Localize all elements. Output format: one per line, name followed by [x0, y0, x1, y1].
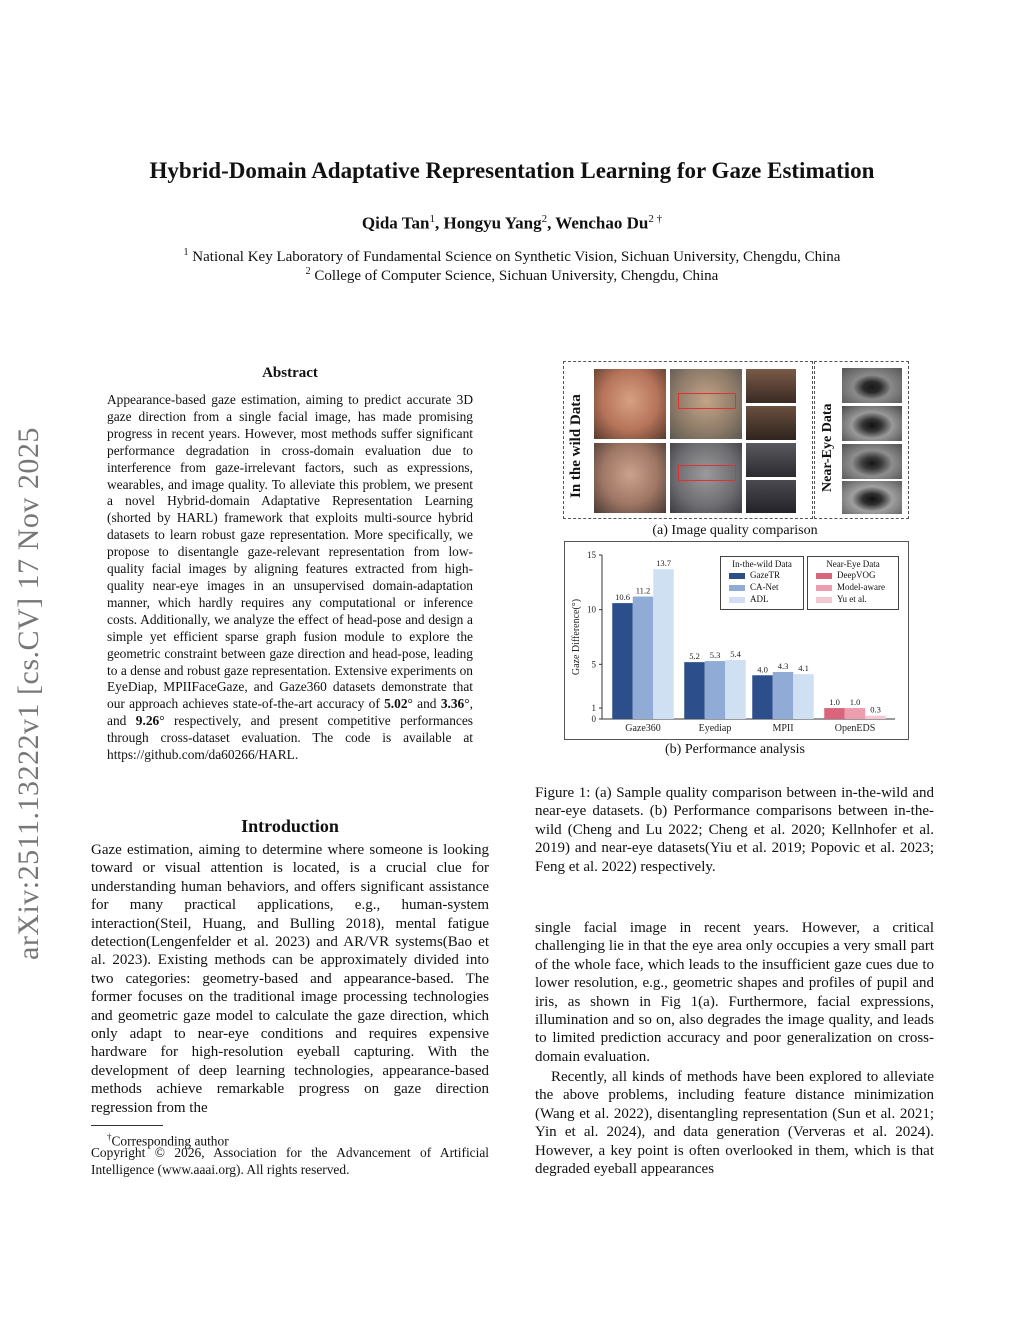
legend-title: In-the-wild Data	[732, 559, 792, 569]
footnote-rule	[91, 1125, 163, 1126]
introduction-heading: Introduction	[241, 816, 339, 836]
legend-item	[808, 569, 898, 581]
accuracy-eyediap: 5.02	[384, 696, 408, 712]
y-tick-label: 0	[591, 714, 596, 724]
bar-value-label: 5.3	[709, 650, 721, 661]
intro-paragraph-1: Gaze estimation, aiming to determine where someone is looking toward or visual attention is located, is a crucial clue for understanding human behaviors, and offers significant assistance for many practical applications, e.g., human-system interaction(Steil, Huang, and Bulling 2018), mental fatigue detection(Lengenfelder et al. 2023) and AR/VR systems(Bao et al. 2023). Existing methods can be approximately divided into two categories: geometry-based and appearance-based. The former focuses on the traditional image processing technologies and geometric gaze model to calculate the gaze direction, which only adapt to near-eye conditions and requires expensive hardware for high-resolution eyeball capturing. With the development of deep learning technologies, appearance-based methods achieve remarkable progress on gaze direction regression from the	[91, 842, 489, 1116]
legend-label: CA-Net	[750, 582, 779, 592]
legend-label: DeepVOG	[837, 570, 876, 580]
bar-openeds-deepvog	[824, 708, 845, 719]
abstract-text: Appearance-based gaze estimation, aiming to predict accurate 3D gaze direction from a single facial image, has made promising progress in recent years. However, most methods suffer significant performance degradation in cross-domain evaluation due to interference from gaze-irrelevant factors, such as expressions, wearables, and image quality. To alleviate this problem, we present a novel Hybrid-domain Adaptative Representation Learning (shorted by HARL) framework that exploits multi-source hybrid datasets to learn robust gaze representation. More specifically, we propose to disentangle gaze-relevant representation from low-quality facial images by aligning features extracted from high-quality near-eye images in an unsupervised domain-adaptation manner, which hardly requires any computational or inference costs. Additionally, we analyze the effect of head-pose and design a simple yet efficient sparse graph fusion module to explore the geometric constraint between gaze direction and head-pose, leading to a dense and robust gaze representation. Extensive experiments on EyeDiap, MPIIFaceGaze, and Gaze360 datasets demonstrate that our approach achieves state-of-the-art accuracy of	[107, 392, 473, 712]
bar-gaze360-gazetr	[612, 603, 633, 719]
legend-swatch	[729, 573, 745, 579]
legend-item	[721, 593, 803, 605]
author-name: Qida Tan	[361, 213, 430, 233]
bar-openeds-yu-et-al-	[865, 716, 886, 719]
bar-openeds-model-aware	[845, 708, 866, 719]
accuracy-gaze360: 9.26	[135, 713, 160, 729]
figure-caption: Figure 1: (a) Sample quality comparison between in-the-wild and near-eye datasets. (b) Performance comparisons between in-the-wild (Cheng and Lu 2022; Cheng et al. 2020; Kellnhofer et al. 2019) and near-eye datasets(Yiu et al. 2019; Popovic et al. 2023; Feng et al. 2022) respectively.	[535, 785, 934, 875]
face-image-2	[594, 443, 666, 513]
bar-value-label: 5.4	[730, 648, 741, 659]
bar-eyediap-gazetr	[684, 662, 705, 719]
bar-value-label: 13.7	[656, 558, 671, 569]
degree-sign: °	[407, 696, 413, 712]
bar-value-label: 4.0	[757, 664, 768, 675]
accuracy-mpii: 3.36	[440, 696, 465, 712]
affil-text: College of Computer Science, Sichuan University, Chengdu, China	[314, 268, 719, 284]
bar-mpii-ca-net	[773, 672, 794, 719]
author-name: Hongyu Yang	[443, 213, 542, 233]
near-eye-image-2	[842, 406, 902, 441]
degree-sign: °	[159, 713, 165, 729]
legend-label: GazeTR	[750, 570, 780, 580]
bar-gaze360-adl	[653, 569, 674, 719]
bar-value-label: 10.6	[615, 592, 630, 603]
legend-label: ADL	[750, 594, 769, 604]
legend-item	[721, 581, 803, 593]
bar-value-label: 0.3	[870, 704, 881, 715]
author-name: Wenchao Du	[555, 213, 649, 233]
near-eye-image-1	[842, 368, 902, 403]
copyright-notice: Copyright © 2026, Association for the Advancement of Artificial Intelligence (www.aaai.org). All rights reserved.	[91, 1145, 489, 1177]
face-image-4	[670, 443, 742, 513]
bar-value-label: 11.2	[635, 585, 651, 596]
bar-eyediap-adl	[725, 660, 746, 719]
y-tick-label: 15	[587, 550, 596, 560]
near-eye-label: Near-Eye Data	[820, 403, 835, 492]
x-tick-label: MPII	[772, 723, 794, 734]
eye-region-box	[678, 393, 736, 409]
x-tick-label: Eyediap	[698, 723, 732, 734]
affil-text: National Key Laboratory of Fundamental Science on Synthetic Vision, Sichuan University, Chengdu, China	[192, 249, 841, 265]
caption-b: (b) Performance analysis	[665, 742, 805, 757]
bar-eyediap-ca-net	[705, 661, 726, 719]
abstract-body	[107, 392, 473, 764]
near-eye-image-3	[842, 444, 902, 479]
legend-in-the-wild	[720, 556, 804, 610]
legend-label: Yu et al.	[837, 594, 867, 604]
intro-paragraph-3: Recently, all kinds of methods have been explored to alleviate the above problems, including feature distance minimization (Wang et al. 2022), disentangling representation (Sun et al. 2021; Yin et al. 2024), and data generation (Ververas et al. 2024). However, a key point is often overlooked in them, which is that degraded eyeball appearances	[535, 1069, 934, 1178]
bar-mpii-gazetr	[752, 675, 773, 719]
x-tick-label: Gaze360	[625, 723, 661, 734]
legend-item	[721, 569, 803, 581]
footnote-sup: †	[107, 1132, 112, 1142]
footnote-text: Corresponding author	[111, 1133, 229, 1149]
paper-title: Hybrid-Domain Adaptative Representation Learning for Gaze Estimation	[149, 158, 875, 183]
bar-mpii-adl	[793, 674, 814, 719]
legend-swatch	[729, 597, 745, 603]
x-tick-label: OpenEDS	[834, 723, 876, 734]
eye-crop-2	[746, 406, 796, 440]
abstract-text: , and	[107, 696, 473, 729]
author-list: Qida Tan$^1$, Hongyu Yang$^2$, Wenchao $Du^{2 \dagger}$	[361, 213, 663, 233]
bar-value-label: 1.0	[849, 697, 861, 708]
eye-region-box	[678, 465, 736, 481]
bar-value-label: 5.2	[689, 651, 700, 662]
author-sup: 2	[541, 213, 548, 225]
y-tick-label: 5	[591, 659, 596, 670]
bar-value-label: 4.1	[798, 663, 809, 674]
legend-item	[808, 593, 898, 605]
author-sup: 2 †	[648, 213, 663, 225]
face-image-3	[670, 369, 742, 439]
y-tick-label: 10	[587, 604, 596, 615]
eye-crop-3	[746, 443, 796, 477]
in-the-wild-label: In the wild Data	[568, 394, 584, 498]
arxiv-stamp: arXiv:2511.13222v1 [cs.CV] 17 Nov 2025	[12, 427, 45, 960]
legend-swatch	[729, 585, 745, 591]
affiliation-1	[0, 247, 1024, 266]
legend-near-eye	[807, 556, 899, 610]
face-image-1	[594, 369, 666, 439]
legend-swatch	[816, 573, 832, 579]
intro-paragraph-2: single facial image in recent years. However, a critical challenging lie in that the eye area only occupies a very small part of the whole face, which leads to the insufficient gaze cues due to lower resolution, e.g., geometric shapes and profiles of pupil and iris, as shown in Fig 1(a). Furthermore, facial expressions, illumination and so on, also degrades the image quality, and leads to limited prediction accuracy and poor generalization on cross-domain evaluation.	[535, 920, 934, 1065]
bar-value-label: 4.3	[777, 660, 789, 671]
abstract-text: and	[417, 696, 437, 712]
caption-a: (a) Image quality comparison	[652, 523, 818, 538]
degree-sign: °	[464, 696, 470, 712]
affil-sup: 2	[305, 266, 311, 277]
abstract-text: respectively, and present competitive performances through cross-dataset evaluation. The code is available at https://github.com/da60266/HARL.	[107, 713, 473, 763]
legend-swatch	[816, 597, 832, 603]
near-eye-image-4	[842, 481, 902, 514]
author-sup: 1	[429, 213, 435, 225]
affil-sup: 1	[183, 247, 189, 258]
y-tick-label: 1	[591, 703, 596, 714]
bar-value-label: 1.0	[829, 697, 840, 708]
affiliation-2	[0, 266, 1024, 285]
eye-crop-4	[746, 480, 796, 513]
y-axis-label: Gaze Difference(°)	[571, 598, 582, 676]
legend-swatch	[816, 585, 832, 591]
eye-crop-1	[746, 369, 796, 403]
bar-gaze360-ca-net	[633, 597, 654, 719]
legend-item	[808, 581, 898, 593]
abstract-heading: Abstract	[262, 365, 318, 381]
legend-label: Model-aware	[837, 582, 885, 592]
legend-title: Near-Eye Data	[826, 559, 880, 569]
